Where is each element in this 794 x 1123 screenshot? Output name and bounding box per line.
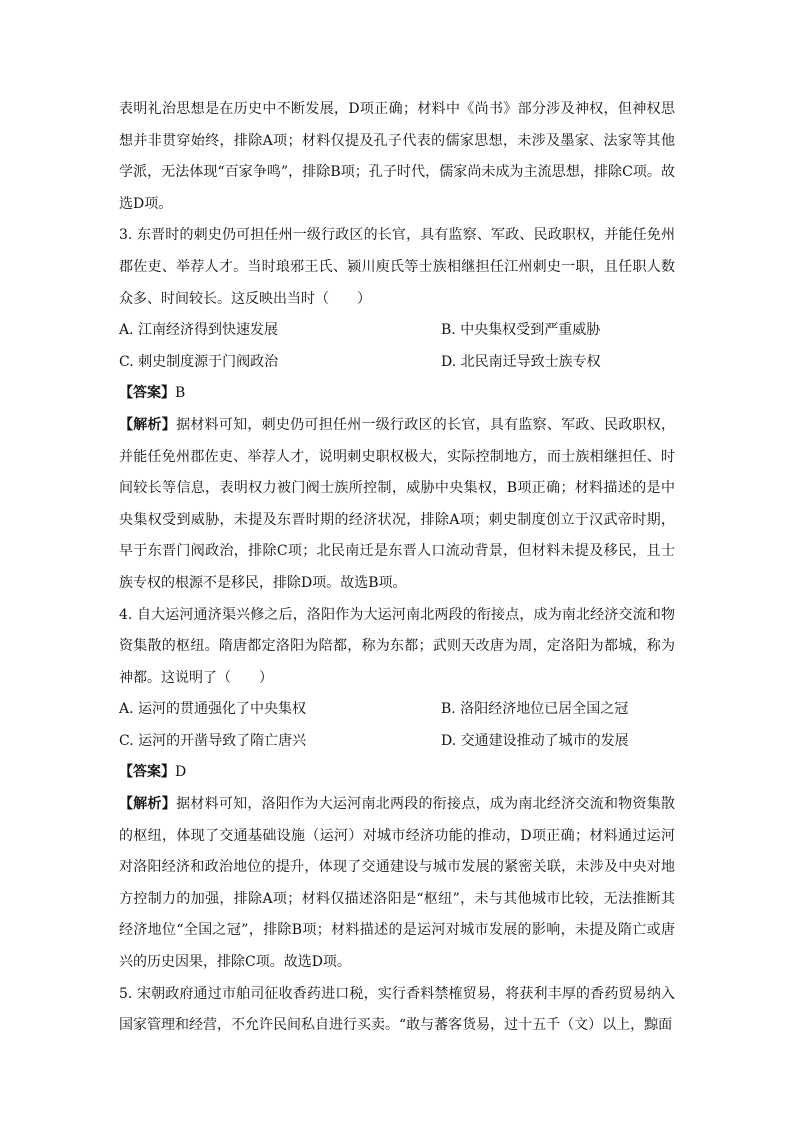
analysis-text: 据材料可知，洛阳作为大运河南北两段的衔接点，成为南北经济交流和物资集散的枢纽，体现了交通基础设施（运河）对城市经济功能的推动，D项正确；材料通过运河对洛阳经济和政治地位的提升，体现了交通建设与城市发展的紧密关联，未涉及中央对地方控制力的加强，排除A项；材料仅描述洛阳是“枢纽”，未与其他城市比较，无法推断其经济地位“全国之冠”，排除B项；材料描述的是运河对城市发展的影响，未提及隋亡或唐兴的历史因果，排除C项。故选D项。: [119, 796, 676, 971]
option-d: D. 交通建设推动了城市的发展: [441, 732, 629, 749]
question-4-analysis: [119, 789, 675, 979]
answer-label: 【答案】: [119, 385, 175, 402]
question-4-answer: [119, 757, 675, 789]
document-page: [119, 94, 675, 1042]
question-3-analysis: [119, 410, 675, 600]
analysis-text: 据材料可知，刺史仍可担任州一级行政区的长官，具有监察、军政、民政职权，并能任免州郡佐吏、举荐人才，说明刺史职权极大，实际控制地方，而士族相继担任、时间较长等信息，表明权力被门阀士族所控制，威胁中央集权，B项正确；材料描述的是中央集权受到威胁，未提及东晋时期的经济状况，排除A项；刺史制度创立于汉武帝时期，早于东晋门阀政治，排除C项；北民南迁是东晋人口流动背景，但材料未提及移民，且士族专权的根源不是移民，排除D项。故选B项。: [119, 416, 676, 591]
analysis-label: 【解析】: [119, 796, 177, 813]
analysis-label: 【解析】: [119, 416, 177, 433]
option-a: A. 江南经济得到快速发展: [119, 322, 279, 339]
question-4: [119, 600, 675, 979]
option-c: C. 刺史制度源于门阀政治: [119, 353, 279, 370]
question-3-options: [119, 315, 675, 378]
question-5-stem: 5. 宋朝政府通过市舶司征收香药进口税，实行香料禁榷贸易，将获利丰厚的香药贸易纳入国家管理和经营，不允许民间私自进行买卖。“敢与蕃客货易，过十五千（文）以上，黥面: [119, 985, 675, 1034]
option-a: A. 运河的贯通强化了中央集权: [119, 701, 307, 718]
question-3-answer: [119, 378, 675, 410]
question-4-stem: 4. 自大运河通济渠兴修之后，洛阳作为大运河南北两段的衔接点，成为南北经济交流和物资集散的枢纽。隋唐都定洛阳为陪都，称为东都；武则天改唐为周，定洛阳为都城，称为神都。这说明了（ ）: [119, 606, 675, 686]
option-c: C. 运河的开凿导致了隋亡唐兴: [119, 732, 307, 749]
answer-value: D: [175, 764, 187, 781]
previous-analysis-continuation: 表明礼治思想是在历史中不断发展，D项正确；材料中《尚书》部分涉及神权，但神权思想并非贯穿始终，排除A项；材料仅提及孔子代表的儒家思想，未涉及墨家、法家等其他学派，无法体现“百家争鸣”，排除B项；孔子时代，儒家尚未成为主流思想，排除C项。故选D项。: [119, 101, 675, 212]
option-d: D. 北民南迁导致士族专权: [441, 353, 601, 370]
answer-value: B: [175, 385, 186, 402]
question-4-options: [119, 694, 675, 757]
question-3-stem: 3. 东晋时的刺史仍可担任州一级行政区的长官，具有监察、军政、民政职权，并能任免州郡佐吏、举荐人才。当时琅邪王氏、颍川庾氏等士族相继担任江州刺史一职，且任职人数众多、时间较长。这反映出当时（ ）: [119, 227, 675, 307]
answer-label: 【答案】: [119, 764, 175, 781]
option-b: B. 中央集权受到严重威胁: [441, 322, 601, 339]
option-b: B. 洛阳经济地位已居全国之冠: [441, 701, 629, 718]
question-3: [119, 220, 675, 599]
